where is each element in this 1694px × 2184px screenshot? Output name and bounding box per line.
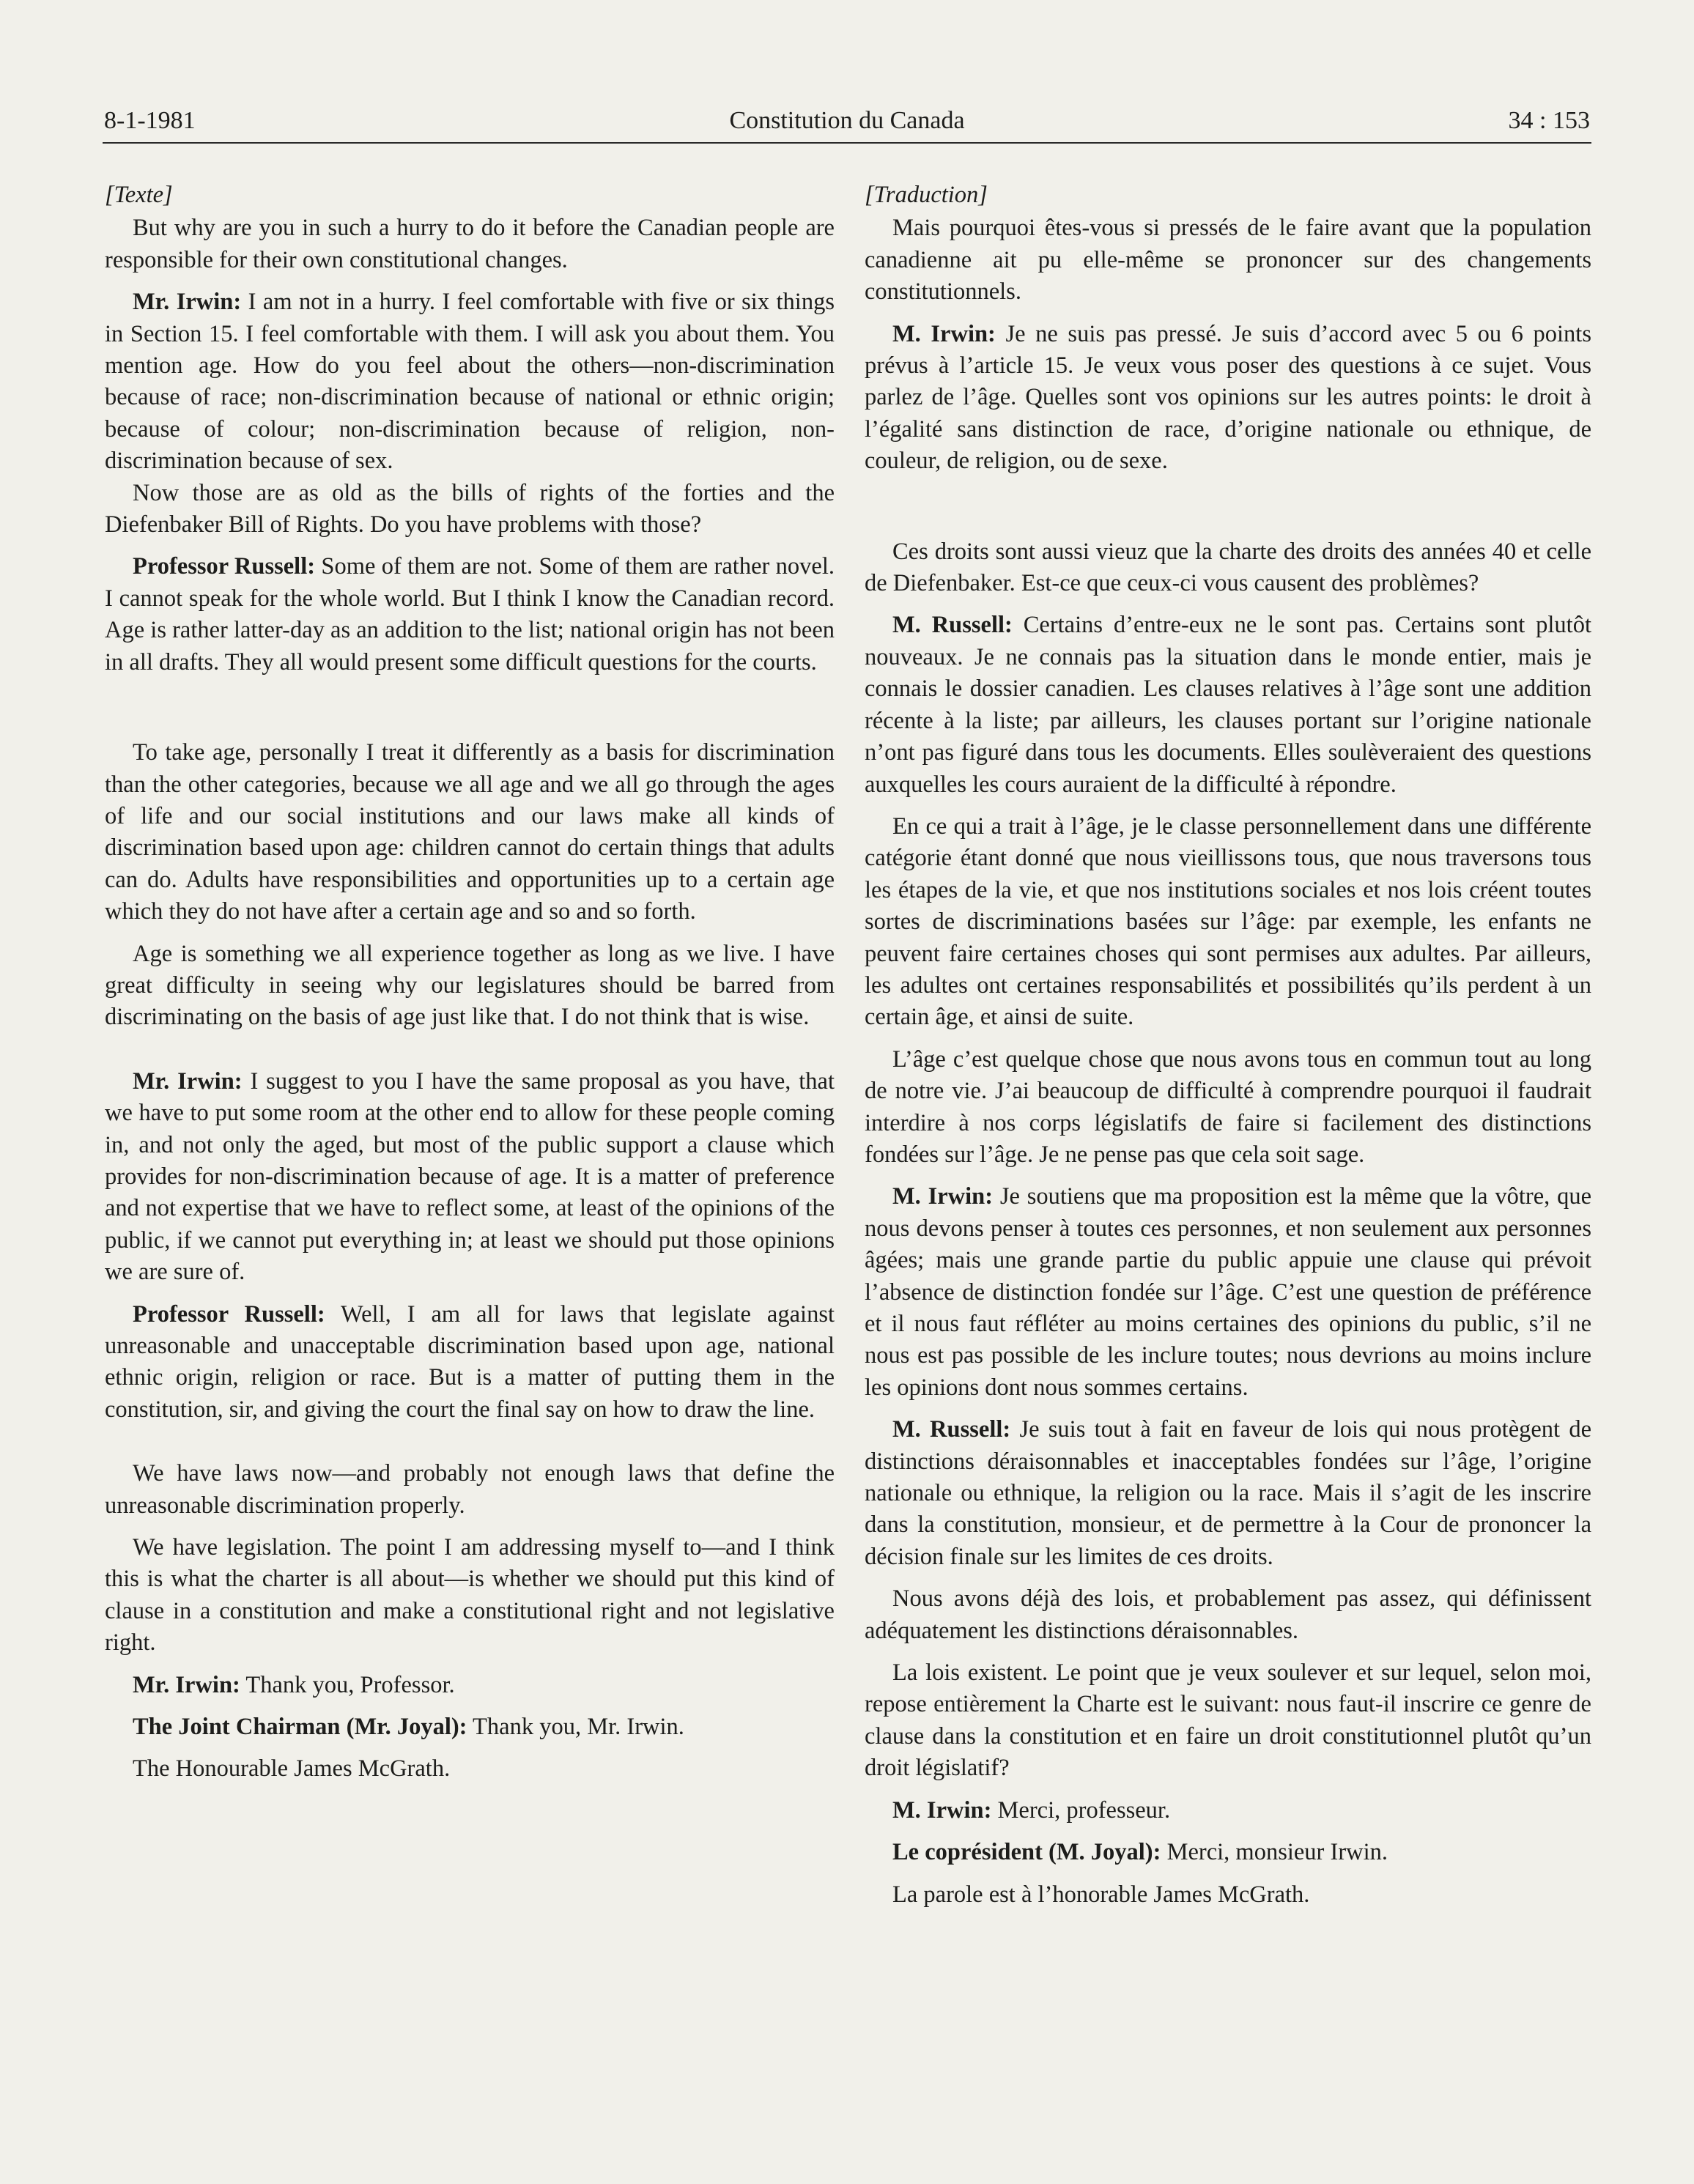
speech-text: Merci, monsieur Irwin. [1161,1839,1388,1866]
speech-text: I am not in a hurry. I feel comfortable with five or six things in Section 15. I feel comfortable with them. I will ask you about them. You mention age. How do you feel about the others—non-discrimination because of race; non-discrimination because of national or ethnic origin; because of colour; non-discrimination because of religion, non-discrimination because of sex. [105,289,835,475]
language-label: [Traduction] [865,182,988,208]
speaker-name: Mr. Irwin: [133,1671,240,1698]
paragraph: We have laws now—and probably not enough laws that define the unreasonable discrimination properly. [105,1460,835,1519]
speech-text: Thank you, Mr. Irwin. [467,1714,684,1741]
paragraph: En ce qui a trait à l’âge, je le classe personnellement dans une différente catégorie étant donné que nous vieillissons tous, que nous traversons tous les étapes de la vie, et que nos institutions sociales et nos lois créent toutes sortes de discriminations basées sur l’âge: par exemple, les enfants ne peuvent faire certaines choses qui sont permises aux adultes. Par ailleurs, les adultes ont certaines responsabilités et possibilités qu’ils perdent à un certain âge, et ainsi de suite. [865,812,1591,1031]
speech-text: Je suis tout à fait en faveur de lois qui nous protègent de distinctions déraisonnables et inacceptables fondées sur l’âge, l’origine nationale ou ethnique, la religion ou la race. Mais il s’agit de les inscrire dans la constitution, monsieur, et de permettre à la Cour de prononcer la décision finale sur les limites de ces droits. [865,1416,1591,1570]
speech-text: Merci, professeur. [991,1796,1171,1824]
speech-text: Some of them are not. Some of them are rather novel. I cannot speak for the whole world. But I think I know the Canadian record. Age is rather latter-day as an addition to the list; national origin has not been in all drafts. They all would present some difficult questions for the courts. [105,553,835,675]
speech-paragraph [865,319,1591,478]
paragraph: L’âge c’est quelque chose que nous avons tous en commun tout au long de notre vie. J’ai beaucoup de difficulté à comprendre pourquoi il faudrait interdire à nos corps législatifs de faire si facilement des distinctions fondées sur l’âge. Je ne pense pas que cela soit sage. [865,1045,1591,1168]
header-title: Constitution du Canada [729,107,965,134]
header-date: 8-1-1981 [104,107,196,134]
speech-paragraph [865,1181,1591,1404]
speaker-name: M. Irwin: [892,1183,994,1210]
speaker-name: The Joint Chairman (Mr. Joyal): [133,1714,467,1741]
speech-text: Well, I am all for laws that legislate against unreasonable and unacceptable discrimination based upon age, national ethnic origin, religion or race. But is a matter of putting them in the constitution, sir, and giving the court the final say on how to draw the line. [105,1300,835,1423]
speech-paragraph [865,1795,1591,1826]
paragraph: La parole est à l’honorable James McGrath. [892,1881,1310,1908]
paragraph: Age is something we all experience together as long as we live. I have great difficulty in seeing why our legislatures should be barred from discriminating on the basis of age just like that. I do not think that is wise. [105,940,835,1031]
speech-paragraph [865,1414,1591,1573]
speaker-name: Professor Russell: [133,553,316,580]
french-column [865,179,1591,1911]
speaker-name: M. Russell: [892,612,1013,639]
speech-paragraph [105,1066,835,1289]
paragraph: Nous avons déjà des lois, et probablement pas assez, qui définissent adéquatement les distinctions déraisonnables. [865,1585,1591,1644]
header-page-number: 34 : 153 [1508,107,1590,134]
page-header [103,103,1591,144]
speaker-name: M. Irwin: [892,1796,992,1824]
speech-text: I suggest to you I have the same proposal as you have, that we have to put some room at the other end to allow for these people coming in, and not only the aged, but most of the public support a clause which provides for non-discrimination because of age. It is a matter of preference and not expertise that we have to reflect some, at least of the opinions of the public, if we cannot put everything in; at least we should put those opinions we are sure of. [105,1067,835,1286]
speaker-name: Mr. Irwin: [133,1067,243,1095]
paragraph: The Honourable James McGrath. [133,1755,451,1783]
speech-paragraph [865,610,1591,800]
paragraph: We have legislation. The point I am addressing myself to—and I think this is what the charter is all about—is whether we should put this kind of clause in a constitution and make a constitutional right and not legislative right. [105,1534,835,1656]
paragraph: Mais pourquoi êtes-vous si pressés de le faire avant que la population canadienne ait pu elle-même se prononcer sur des changements constitutionnels. [865,215,1591,306]
paragraph: Now those are as old as the bills of rights of the forties and the Diefenbaker Bill of Rights. Do you have problems with those? [105,479,835,538]
speech-paragraph [105,1299,835,1426]
speech-paragraph [865,1837,1591,1868]
paragraph: But why are you in such a hurry to do it before the Canadian people are responsible for their own constitutional changes. [105,215,835,273]
speaker-name: Le coprésident (M. Joyal): [892,1839,1161,1866]
speech-text: Certains d’entre-eux ne le sont pas. Certains sont plutôt nouveaux. Je ne connais pas la situation dans le monde entier, mais je connais le dossier canadien. Les clauses relatives à l’âge sont une addition récente à la liste; par ailleurs, les clauses portant sur l’origine nationale n’ont pas figuré dans tous les documents. Elles soulèveraient des questions auxquelles les cours auraient de la difficulté à répondre. [865,612,1591,798]
speech-text: Thank you, Professor. [240,1671,455,1698]
paragraph: La lois existent. Le point que je veux soulever et sur lequel, selon moi, repose entièrement la Charte est le suivant: nous faut-il inscrire ce genre de clause dans la constitution et en faire un droit constitutionnel plutôt qu’un droit législatif? [865,1659,1591,1782]
speech-text: Je soutiens que ma proposition est la même que la vôtre, que nous devons penser à toutes ces personnes, et non seulement aux personnes âgées; mais une grande partie du public appuie une clause qui prévoit l’absence de distinction fondée sur l’âge. C’est une question de préférence et il nous faut réfléter au moins certaines des opinions du public, s’il ne nous est pas possible de les inclure toutes; nous devrions au moins inclure les opinions dont nous sommes certains. [865,1183,1591,1401]
speech-paragraph [105,1711,835,1743]
speaker-name: M. Russell: [892,1416,1011,1443]
speech-text: Je ne suis pas pressé. Je suis d’accord avec 5 ou 6 points prévus à l’article 15. Je veux vous poser des questions à ce sujet. Vous parlez de l’âge. Quelles sont vos opinions sur les autres points: le droit à l’égalité sans distinction de race, d’origine nationale ou ethnique, de couleur, de religion, ou de sexe. [865,320,1591,475]
speech-paragraph [105,551,835,678]
paragraph: Ces droits sont aussi vieuz que la charte des droits des années 40 et celle de Diefenbaker. Est-ce que ceux-ci vous causent des problèmes? [865,538,1591,597]
speaker-name: Mr. Irwin: [133,289,242,316]
speech-paragraph [105,1670,835,1701]
speaker-name: M. Irwin: [892,320,996,347]
speaker-name: Professor Russell: [133,1300,325,1328]
speech-paragraph [105,286,835,477]
language-label: [Texte] [105,182,173,208]
english-column [105,179,835,1785]
paragraph: To take age, personally I treat it differently as a basis for discrimination than the other categories, because we all age and we all go through the ages of life and our social institutions and our laws make all kinds of discrimination based upon age: children cannot do certain things that adults can do. Adults have responsibilities and opportunities up to a certain age which they do not have after a certain age and so and so forth. [105,739,835,925]
